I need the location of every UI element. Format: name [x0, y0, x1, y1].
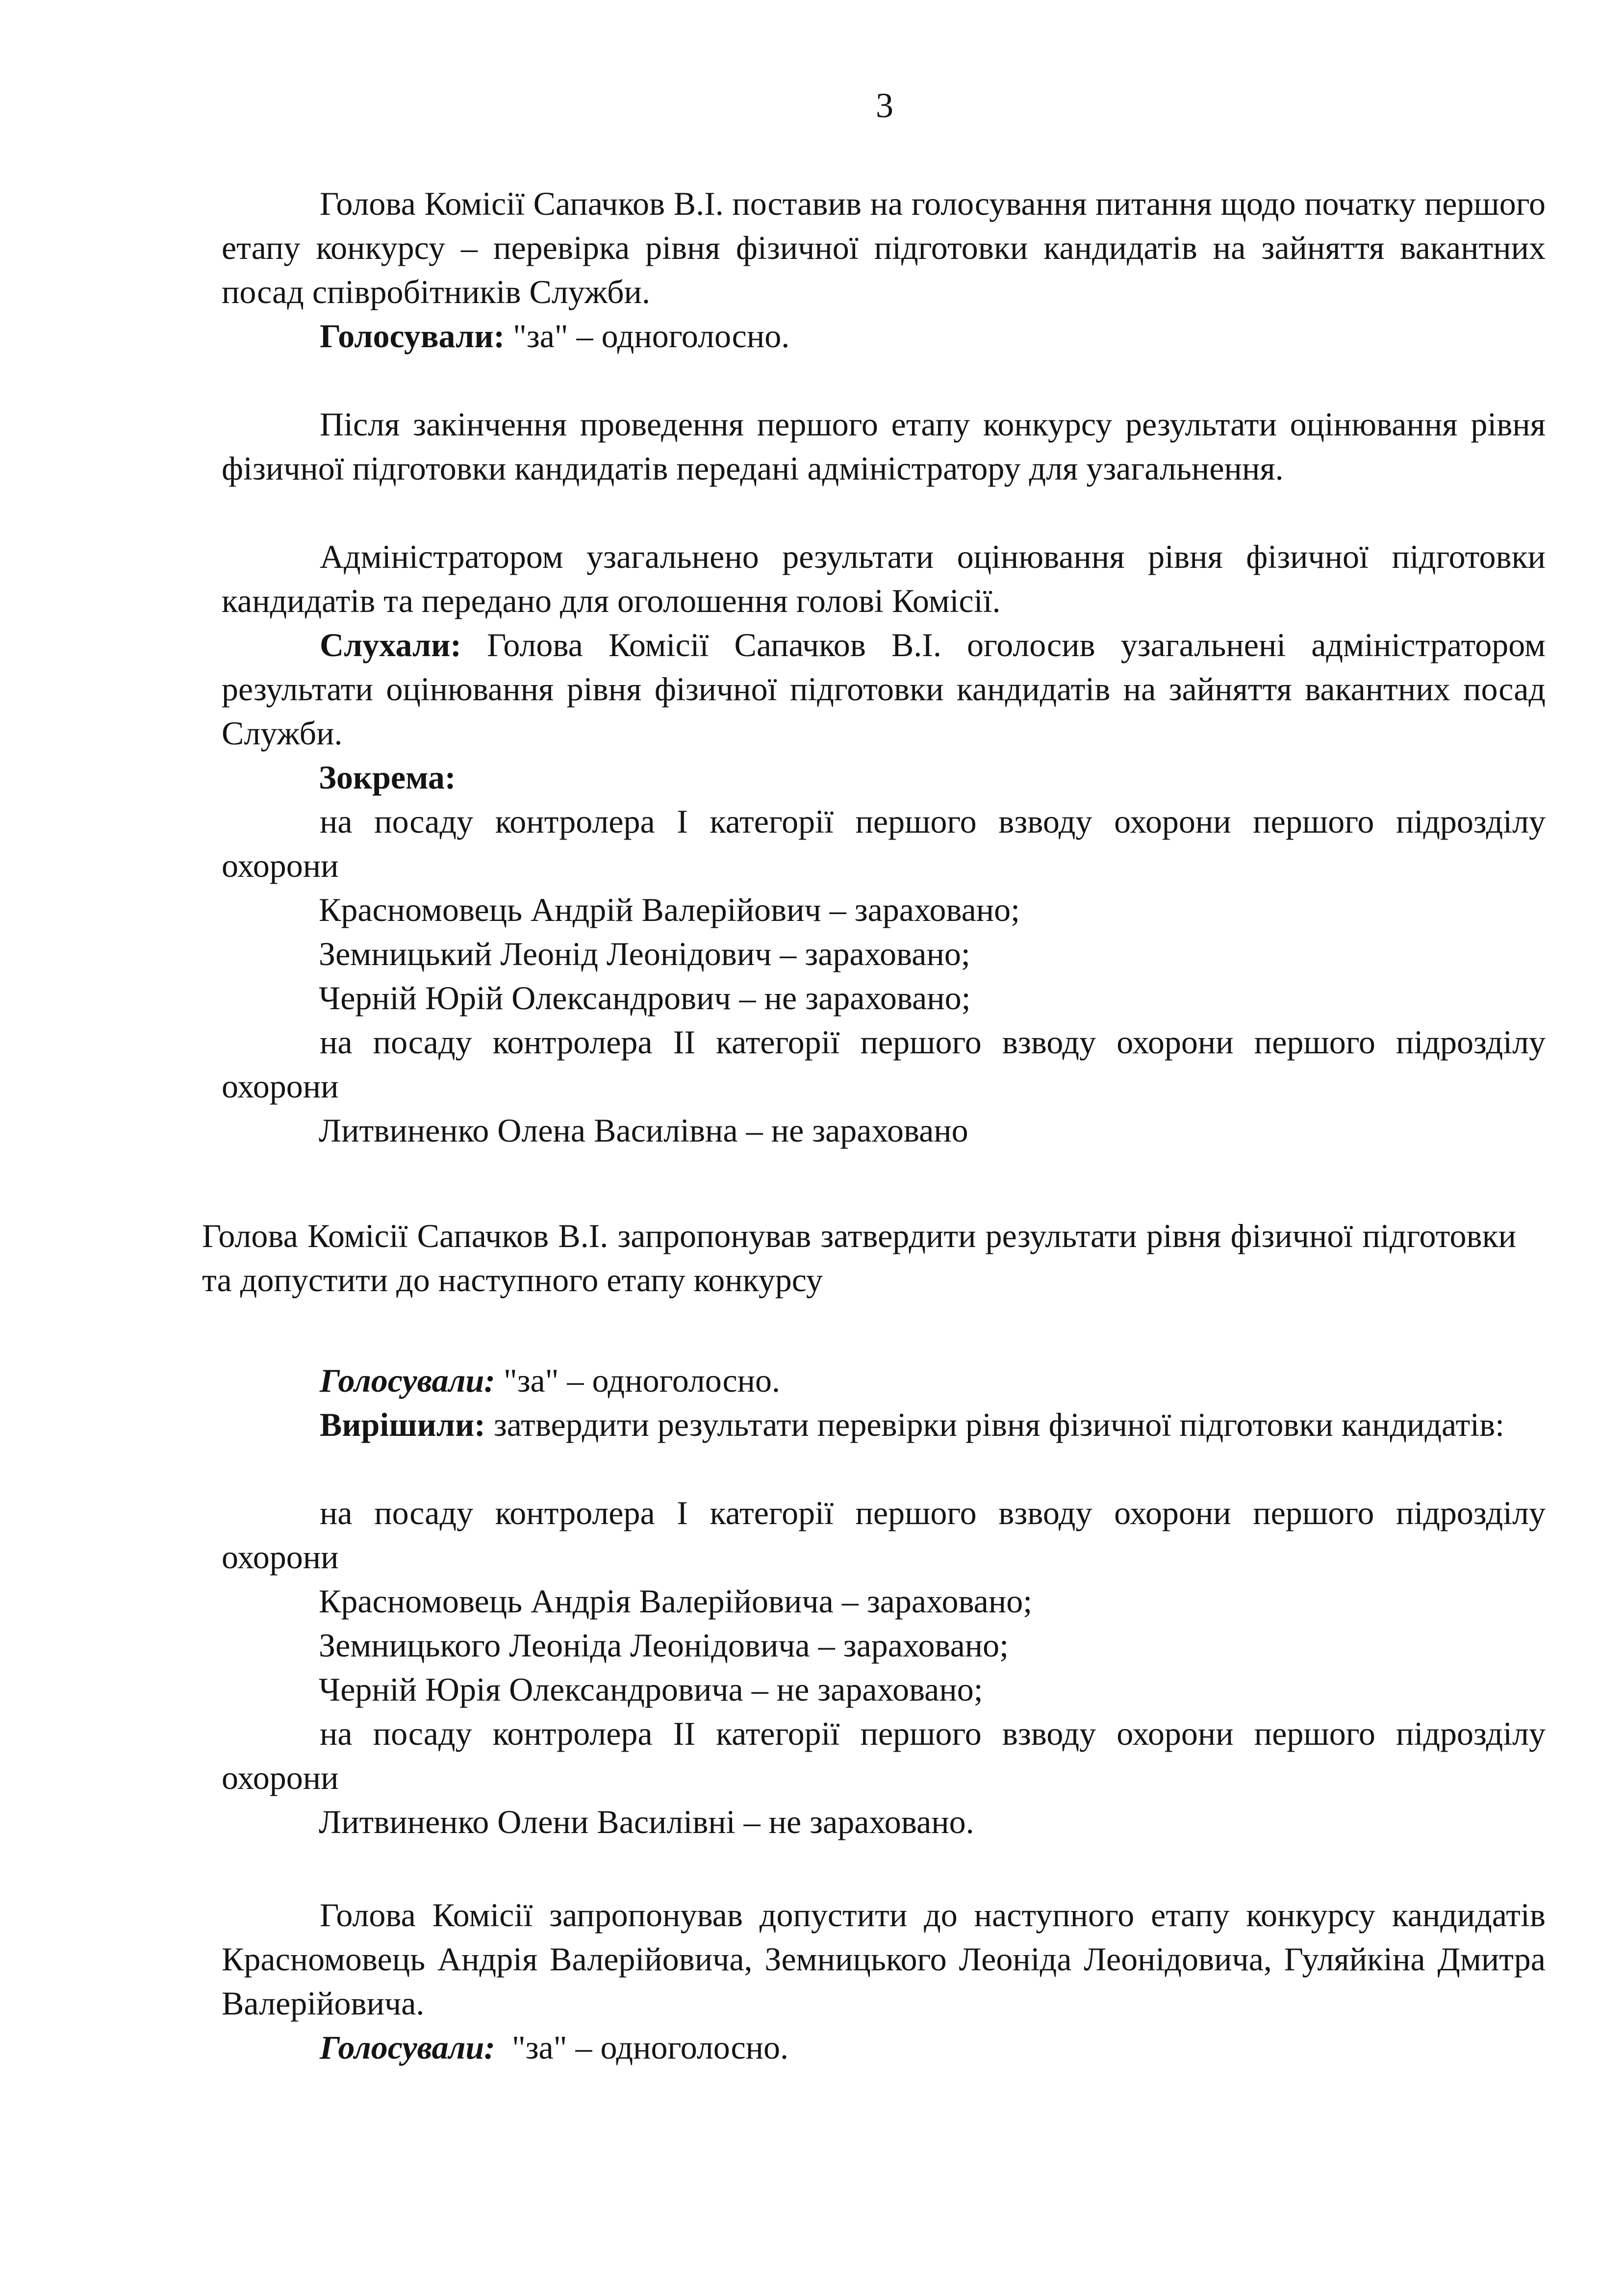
position-2-heading: на посаду контролера ІІ категорії першого взводу охорони першого підрозділу охорони: [222, 1715, 1546, 1796]
paragraph-next-stage: Голова Комісії запропонував допустити до наступного етапу конкурсу кандидатів Красномовець Андрія Валерійовича, Земницького Леоніда Леонідовича, Гуляйкіна Дмитра Валерійовича.: [222, 1896, 1546, 2022]
candidate-line: Черній Юрія Олександровича – не зараховано;: [319, 1671, 983, 1708]
vote-result-2: [222, 1358, 1546, 1402]
position-2-heading: на посаду контролера ІІ категорії першого взводу охорони першого підрозділу охорони: [222, 1023, 1546, 1105]
decided-label: Вирішили:: [320, 1406, 485, 1443]
decided-text: затвердити результати перевірки рівня фізичної підготовки кандидатів:: [485, 1406, 1505, 1443]
heard-paragraph: [222, 623, 1546, 755]
vote-result-3: [222, 2025, 1546, 2069]
vote-text: "за" – одноголосно.: [495, 2029, 789, 2066]
vote-label: Голосували:: [320, 2029, 495, 2066]
zokrema-label: Зокрема:: [319, 759, 456, 796]
page-number: 3: [876, 86, 893, 125]
position-1-heading: на посаду контролера І категорії першого взводу охорони першого підрозділу охорони: [222, 803, 1546, 884]
paragraph-approve-proposal: Голова Комісії Сапачков В.І. запропонував затвердити результати рівня фізичної підготовки та допустити до наступного етапу конкурсу: [202, 1217, 1516, 1299]
paragraph-vote-proposal: Голова Комісії Сапачков В.І. поставив на голосування питання щодо початку першого етапу конкурсу – перевірка рівня фізичної підготовки кандидатів на зайняття вакантних посад співробітників Служби.: [222, 185, 1546, 310]
paragraph-after-stage: Після закінчення проведення першого етапу конкурсу результати оцінювання рівня фізичної підготовки кандидатів передані адміністратору для узагальнення.: [222, 406, 1546, 487]
vote-result-1: [222, 314, 1546, 358]
candidate-line: Земницького Леоніда Леонідовича – зараховано;: [319, 1627, 1009, 1664]
decided-paragraph: [222, 1402, 1546, 1447]
heard-text: Голова Комісії Сапачков В.І. оголосив узагальнені адміністратором результати оцінювання рівня фізичної підготовки кандидатів на зайняття вакантних посад Служби.: [222, 626, 1546, 752]
vote-label: Голосували:: [320, 1362, 495, 1399]
candidate-line: Земницький Леонід Леонідович – зараховано;: [319, 935, 970, 972]
candidate-line: Красномовець Андрія Валерійовича – зараховано;: [319, 1582, 1033, 1620]
vote-label: Голосували:: [320, 317, 505, 355]
candidate-line: Черній Юрій Олександрович – не зараховано;: [319, 979, 971, 1017]
candidate-line: Литвиненко Олени Василівні – не зараховано.: [319, 1803, 974, 1840]
candidate-line: Литвиненко Олена Василівна – не зараховано: [319, 1112, 968, 1149]
paragraph-admin-summary: Адміністратором узагальнено результати оцінювання рівня фізичної підготовки кандидатів та передано для оголошення голові Комісії.: [222, 538, 1546, 619]
position-1-heading: на посаду контролера І категорії першого взводу охорони першого підрозділу охорони: [222, 1494, 1546, 1576]
vote-text: "за" – одноголосно.: [505, 317, 790, 355]
candidate-line: Красномовець Андрій Валерійович – зараховано;: [319, 891, 1020, 928]
vote-text: "за" – одноголосно.: [495, 1362, 781, 1399]
heard-label: Слухали:: [320, 626, 461, 663]
